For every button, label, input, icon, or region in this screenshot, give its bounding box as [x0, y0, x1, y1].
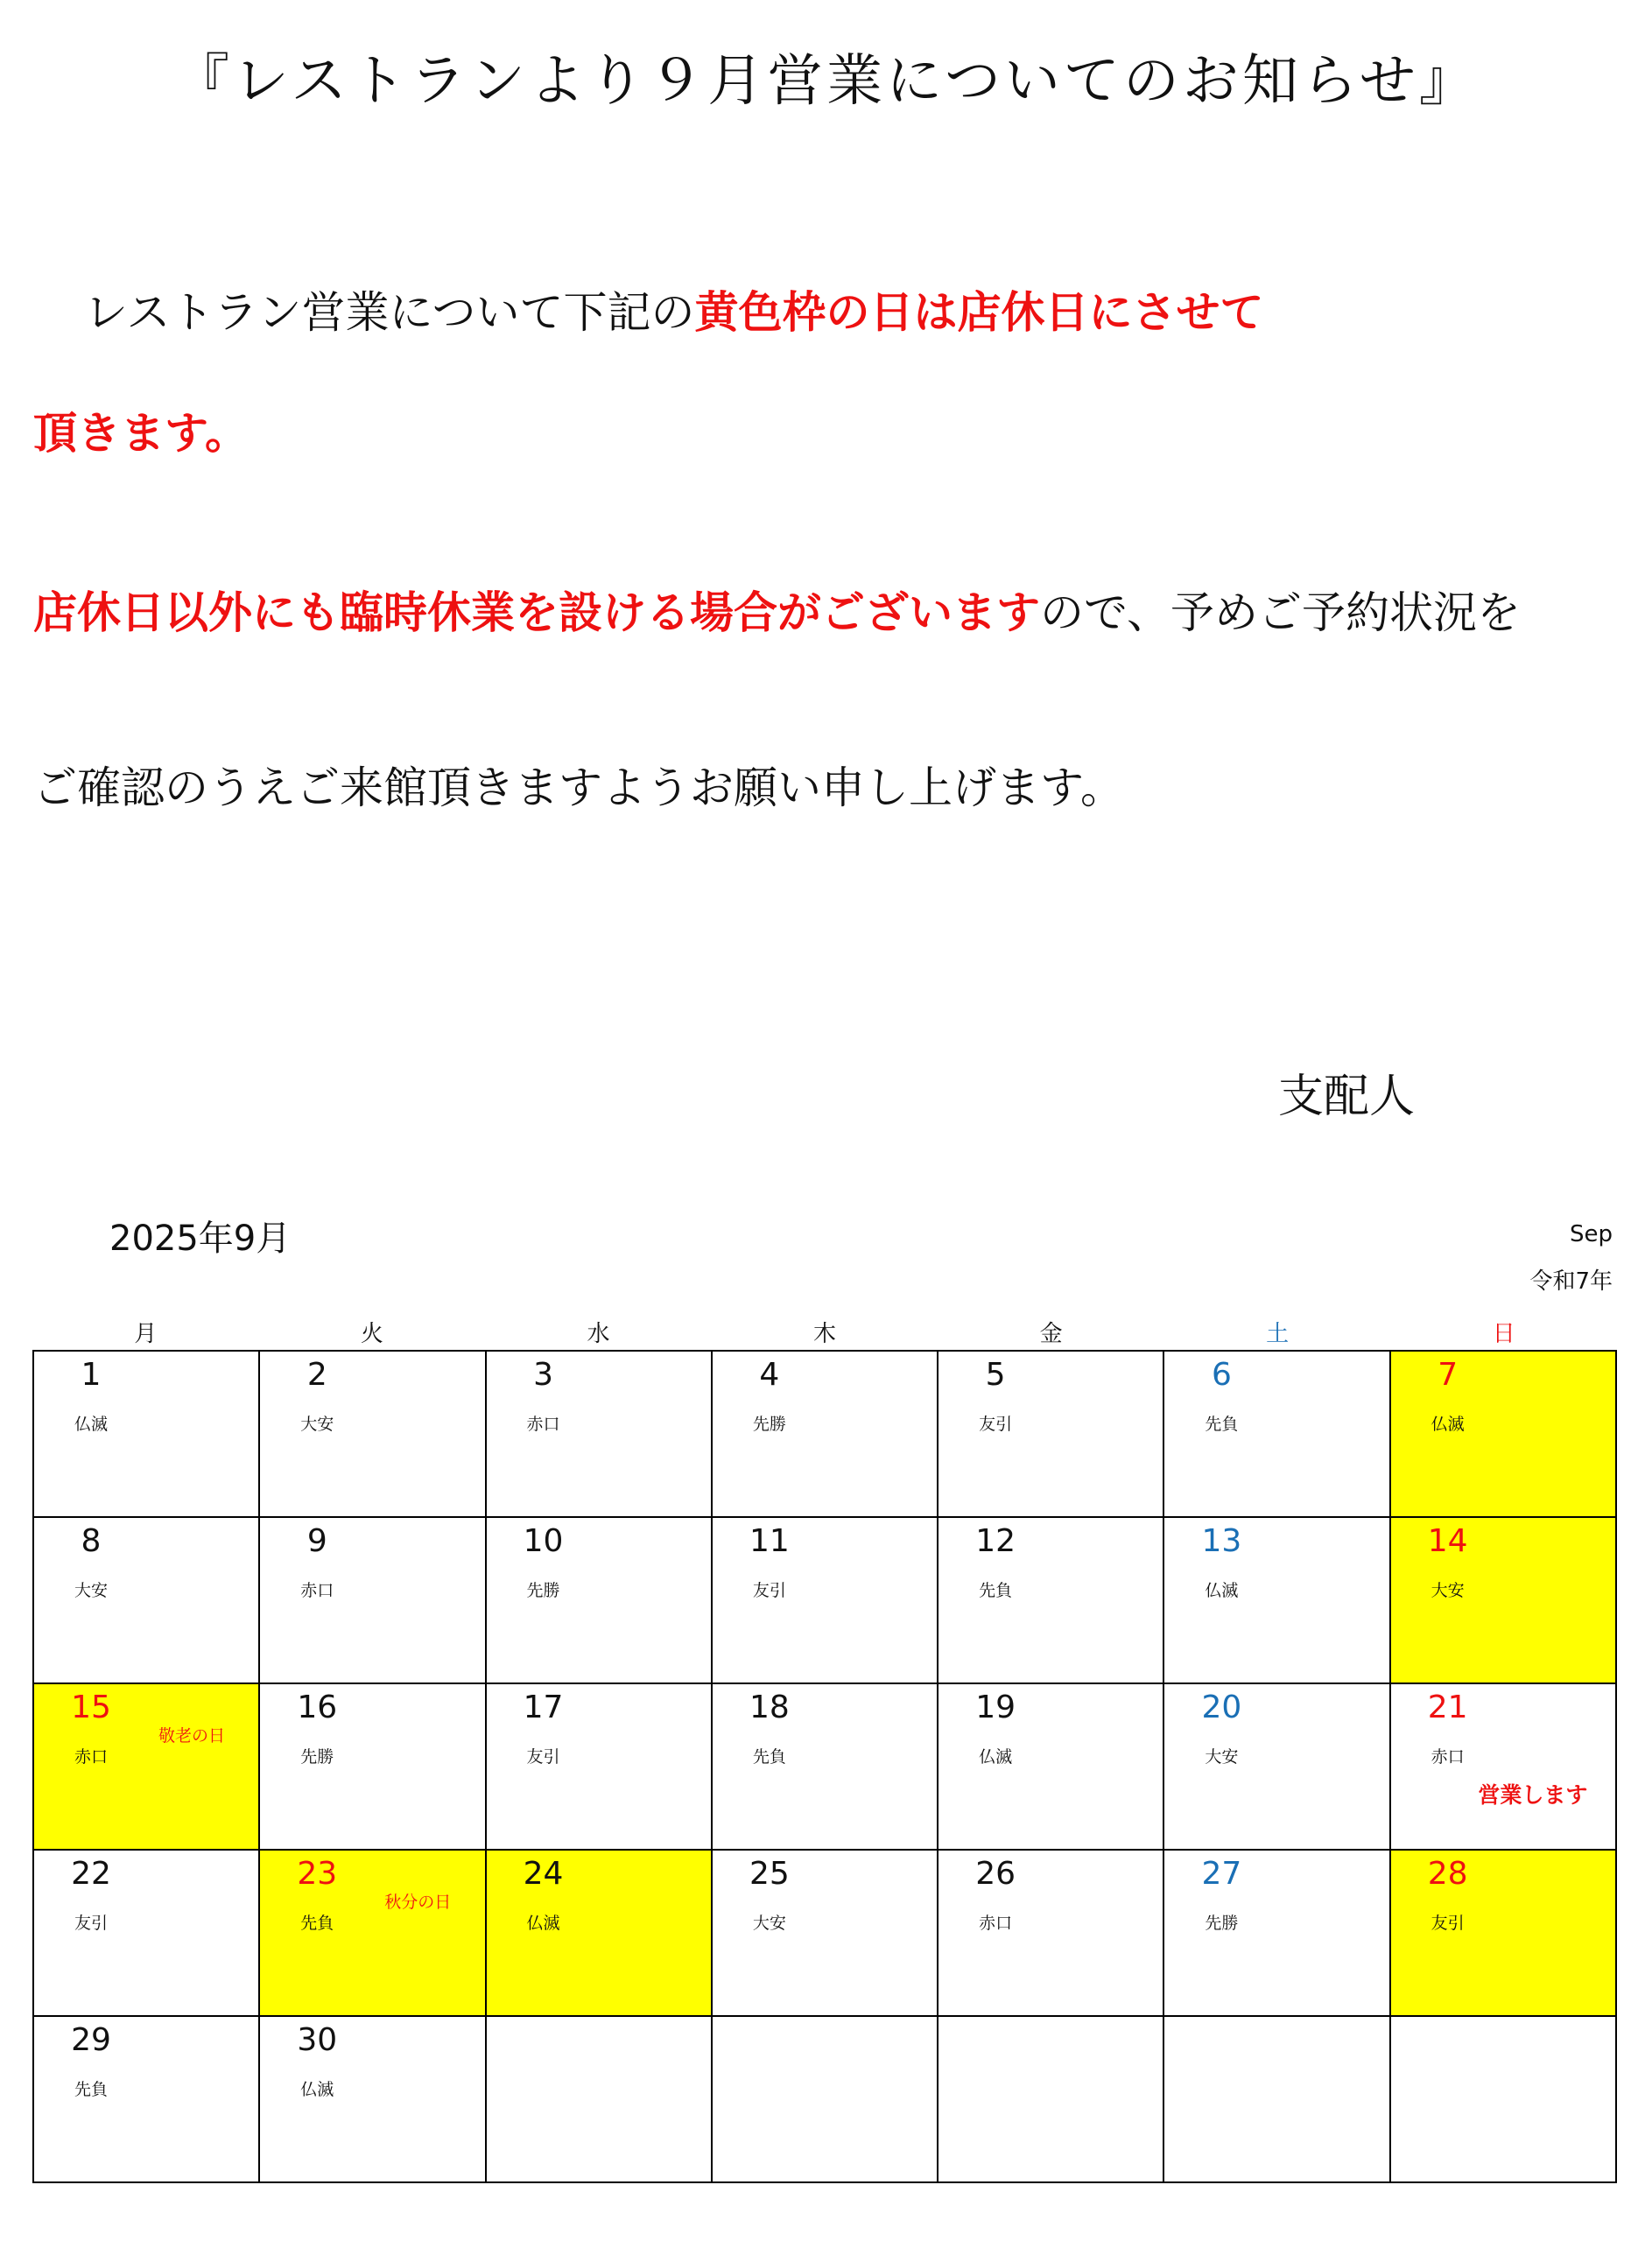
open-notice: 営業します: [1478, 1782, 1588, 1808]
calendar-day-cell: [1163, 1517, 1389, 1683]
calendar-day-cell: [1390, 1850, 1616, 2016]
calendar-day-cell: [259, 1351, 485, 1517]
calendar-day-cell: [712, 1517, 938, 1683]
calendar-day-cell: [486, 1850, 712, 2016]
day-number: 21: [1427, 1690, 1468, 1725]
calendar-month-en: Sep: [1569, 1221, 1613, 1247]
day-number: 2: [306, 1357, 327, 1393]
calendar-day-cell: [938, 1351, 1163, 1517]
rokuyo-label: 大安: [300, 1415, 334, 1434]
notice-line-1-text: レストラン営業について下記の: [84, 287, 695, 338]
notice-line-1: [84, 286, 1264, 339]
day-number: 16: [297, 1690, 338, 1725]
calendar-empty-cell: [712, 2016, 938, 2182]
rokuyo-label: 友引: [74, 1914, 108, 1933]
rokuyo-label: 先負: [1205, 1415, 1239, 1434]
rokuyo-label: 仏滅: [526, 1914, 560, 1933]
calendar-day-cell: [712, 1850, 938, 2016]
calendar-day-cell: [259, 1850, 485, 2016]
day-number: 3: [533, 1357, 554, 1393]
calendar-empty-cell: [1390, 2016, 1616, 2182]
weekday-sun: 日: [1492, 1321, 1515, 1347]
temporary-closure-warning: 店休日以外にも臨時休業を設ける場合がございます: [33, 587, 1040, 638]
rokuyo-label: 大安: [74, 1581, 108, 1600]
day-number: 11: [749, 1523, 790, 1559]
calendar-day-cell: [1390, 1351, 1616, 1517]
calendar-day-cell: [259, 2016, 485, 2182]
calendar-day-cell: [259, 1517, 485, 1683]
day-number: 23: [297, 1856, 338, 1892]
signature: 支配人: [1278, 1071, 1416, 1123]
calendar-day-cell: [938, 1683, 1163, 1850]
rokuyo-label: 先勝: [300, 1747, 334, 1767]
holiday-label: 敬老の日: [158, 1726, 225, 1746]
weekday-thu: 木: [813, 1321, 837, 1347]
calendar-day-cell: [1163, 1683, 1389, 1850]
rokuyo-label: 先負: [300, 1914, 334, 1933]
day-number: 5: [985, 1357, 1006, 1393]
rokuyo-label: 赤口: [1431, 1747, 1465, 1767]
rokuyo-label: 大安: [1205, 1747, 1239, 1767]
calendar-day-cell: [712, 1351, 938, 1517]
weekday-wed: 水: [587, 1321, 610, 1347]
calendar-grid: [32, 1350, 1617, 2183]
day-number: 14: [1427, 1523, 1468, 1559]
rokuyo-label: 友引: [979, 1415, 1013, 1434]
day-number: 25: [749, 1856, 790, 1892]
calendar-day-cell: [33, 1683, 259, 1850]
calendar-day-cell: [33, 2016, 259, 2182]
rokuyo-label: 赤口: [979, 1914, 1013, 1933]
calendar-era: 令和7年: [1529, 1268, 1613, 1295]
day-number: 24: [523, 1856, 564, 1892]
day-number: 29: [71, 2022, 111, 2058]
day-number: 26: [975, 1856, 1016, 1892]
calendar-day-cell: [938, 1517, 1163, 1683]
weekday-header: [32, 1316, 1617, 1351]
weekday-sat: 土: [1266, 1321, 1290, 1347]
calendar-day-cell: [938, 1850, 1163, 2016]
day-number: 8: [81, 1523, 102, 1559]
calendar-day-cell: [259, 1683, 485, 1850]
calendar-empty-cell: [1163, 2016, 1389, 2182]
rokuyo-label: 大安: [752, 1914, 786, 1933]
calendar-day-cell: [33, 1850, 259, 2016]
rokuyo-label: 先負: [74, 2080, 108, 2099]
rokuyo-label: 仏滅: [979, 1747, 1013, 1767]
calendar-day-cell: [712, 1683, 938, 1850]
calendar-week: [33, 2016, 1616, 2182]
rokuyo-label: 大安: [1431, 1581, 1465, 1600]
rokuyo-label: 仏滅: [300, 2080, 334, 2099]
notice-line-3: [33, 587, 1521, 639]
page-title: 『レストランより９月営業についてのお知らせ』: [173, 49, 1479, 114]
calendar-week: [33, 1683, 1616, 1850]
day-number: 4: [759, 1357, 780, 1393]
calendar-day-cell: [1390, 1683, 1616, 1850]
day-number: 1: [81, 1357, 102, 1393]
day-number: 20: [1201, 1690, 1242, 1725]
rokuyo-label: 赤口: [74, 1747, 108, 1767]
closed-day-emphasis: 黄色枠の日は店休日にさせて: [694, 287, 1264, 338]
rokuyo-label: 友引: [1431, 1914, 1465, 1933]
rokuyo-label: 先勝: [526, 1581, 560, 1600]
day-number: 27: [1201, 1856, 1242, 1892]
notice-line-4: ご確認のうえご来館頂きますようお願い申し上げます。: [33, 762, 1124, 813]
day-number: 28: [1427, 1856, 1468, 1892]
rokuyo-label: 友引: [752, 1581, 786, 1600]
day-number: 6: [1211, 1357, 1232, 1393]
calendar-day-cell: [33, 1517, 259, 1683]
weekday-fri: 金: [1039, 1321, 1063, 1347]
day-number: 9: [306, 1523, 327, 1559]
calendar-empty-cell: [938, 2016, 1163, 2182]
rokuyo-label: 先勝: [1205, 1914, 1239, 1933]
rokuyo-label: 仏滅: [1205, 1581, 1239, 1600]
rokuyo-label: 先勝: [752, 1415, 786, 1434]
calendar-empty-cell: [486, 2016, 712, 2182]
day-number: 15: [71, 1690, 111, 1725]
calendar-day-cell: [1163, 1351, 1389, 1517]
rokuyo-label: 赤口: [300, 1581, 334, 1600]
day-number: 12: [975, 1523, 1016, 1559]
calendar-week: [33, 1351, 1616, 1517]
rokuyo-label: 仏滅: [74, 1415, 108, 1434]
day-number: 30: [297, 2022, 338, 2058]
day-number: 10: [523, 1523, 564, 1559]
calendar-day-cell: [33, 1351, 259, 1517]
day-number: 22: [71, 1856, 111, 1892]
calendar-day-cell: [1163, 1850, 1389, 2016]
weekday-mon: 月: [134, 1321, 158, 1347]
holiday-label: 秋分の日: [384, 1893, 452, 1912]
calendar-day-cell: [486, 1517, 712, 1683]
calendar-day-cell: [486, 1683, 712, 1850]
day-number: 19: [975, 1690, 1016, 1725]
rokuyo-label: 仏滅: [1431, 1415, 1465, 1434]
calendar-day-cell: [486, 1351, 712, 1517]
day-number: 17: [523, 1690, 564, 1725]
notice-line-2: 頂きます。: [33, 408, 249, 459]
calendar-week: [33, 1517, 1616, 1683]
day-number: 18: [749, 1690, 790, 1725]
notice-line-3-text: ので、予めご予約状況を: [1040, 587, 1521, 638]
calendar-title: 2025年9月: [109, 1219, 292, 1259]
calendar-day-cell: [1390, 1517, 1616, 1683]
calendar-week: [33, 1850, 1616, 2016]
rokuyo-label: 友引: [526, 1747, 560, 1767]
rokuyo-label: 先負: [752, 1747, 786, 1767]
rokuyo-label: 赤口: [526, 1415, 560, 1434]
weekday-tue: 火: [360, 1321, 383, 1347]
day-number: 13: [1201, 1523, 1242, 1559]
rokuyo-label: 先負: [979, 1581, 1013, 1600]
day-number: 7: [1438, 1357, 1459, 1393]
